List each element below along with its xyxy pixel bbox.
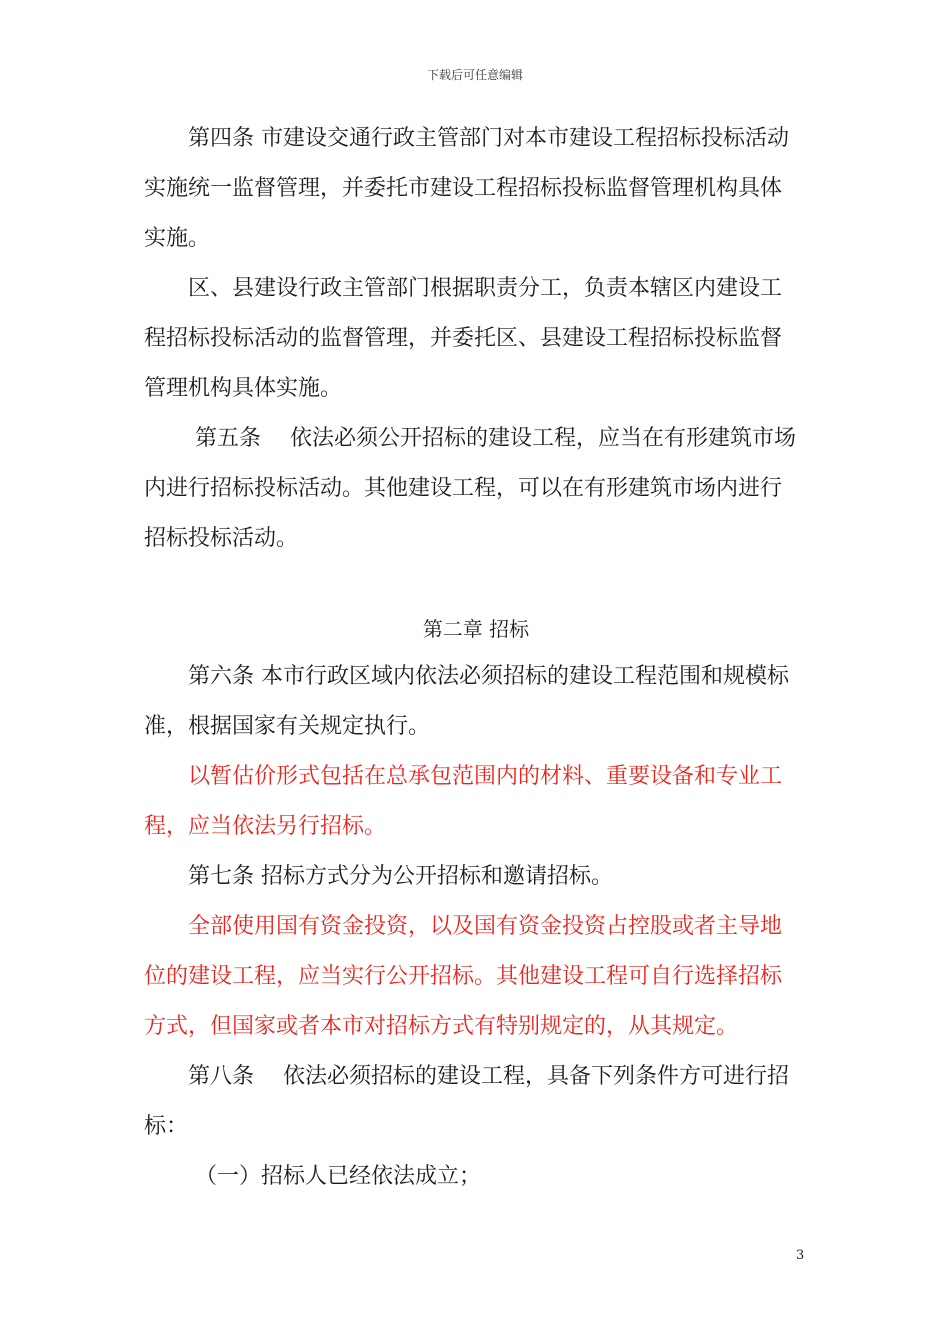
text-line: 第四条 市建设交通行政主管部门对本市建设工程招标投标活动 — [144, 126, 789, 151]
document-body — [144, 114, 808, 1202]
text-line: 招标投标活动。 — [144, 526, 299, 551]
highlighted-text-line: 方式，但国家或者本市对招标方式有特别规定的，从其规定。 — [144, 1014, 739, 1039]
text-line: 内进行招标投标活动。其他建设工程，可以在有形建筑市场内进行 — [144, 476, 783, 501]
text-line: 第五条 依法必须公开招标的建设工程，应当在有形建筑市场 — [144, 426, 796, 451]
highlighted-text-line: 位的建设工程，应当实行公开招标。其他建设工程可自行选择招标 — [144, 964, 783, 989]
chapter-heading: 第二章 招标 — [422, 617, 530, 641]
text-line: 区、县建设行政主管部门根据职责分工，负责本辖区内建设工 — [144, 276, 783, 301]
text-line: 第七条 招标方式分为公开招标和邀请招标。 — [144, 864, 613, 889]
highlighted-text-line: 程，应当依法另行招标。 — [144, 814, 387, 839]
text-line: 实施。 — [144, 226, 211, 251]
text-line: （一）招标人已经依法成立； — [144, 1164, 481, 1189]
highlighted-text-line: 全部使用国有资金投资，以及国有资金投资占控股或者主导地 — [144, 914, 783, 939]
text-line: 第八条 依法必须招标的建设工程，具备下列条件方可进行招 — [144, 1064, 789, 1089]
page-header: 下载后可任意编辑 — [426, 68, 523, 82]
text-line: 标： — [144, 1114, 189, 1139]
text-line: 第六条 本市行政区域内依法必须招标的建设工程范围和规模标 — [144, 664, 789, 689]
text-line: 管理机构具体实施。 — [144, 376, 343, 401]
section-spacer — [144, 564, 808, 606]
text-line: 程招标投标活动的监督管理，并委托区、县建设工程招标投标监督 — [144, 326, 783, 351]
text-line: 实施统一监督管理，并委托市建设工程招标投标监督管理机构具体 — [144, 176, 783, 201]
text-line: 准，根据国家有关规定执行。 — [144, 714, 431, 739]
page-number: 3 — [796, 1248, 805, 1263]
highlighted-text-line: 以暂估价形式包括在总承包范围内的材料、重要设备和专业工 — [144, 764, 783, 789]
